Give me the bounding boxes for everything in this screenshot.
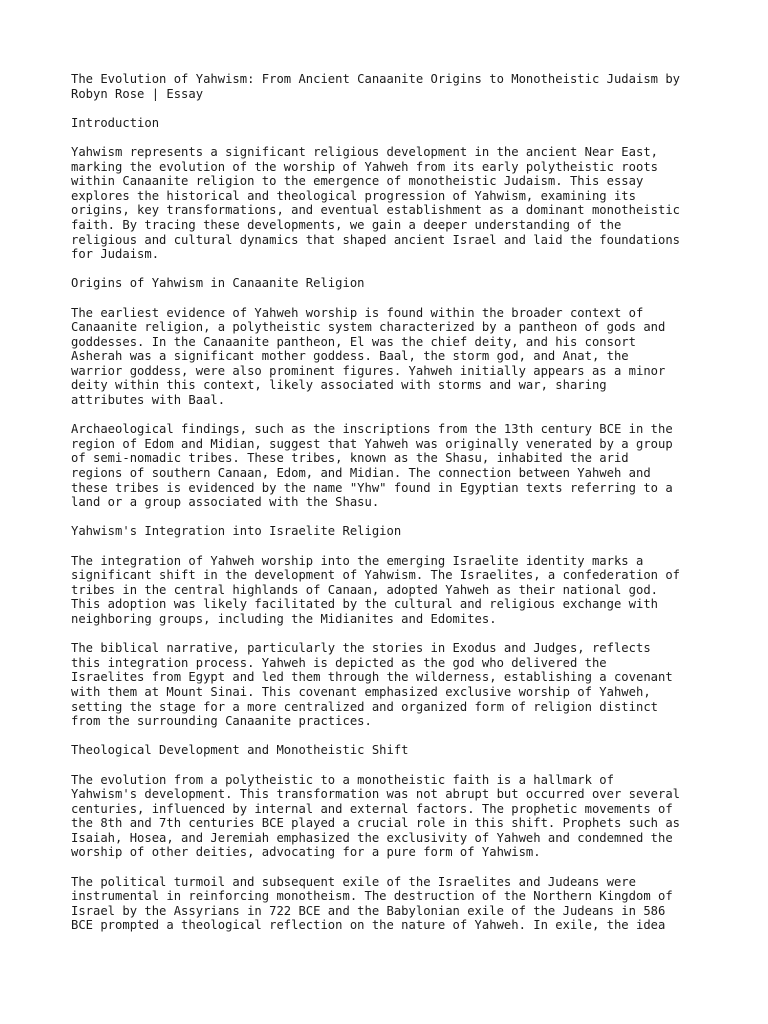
paragraph-line: Yahwism represents a significant religious development in the ancient Near East,: [71, 144, 658, 159]
title-line: Robyn Rose | Essay: [71, 86, 204, 101]
title-line: The Evolution of Yahwism: From Ancient Canaanite Origins to Monotheistic Judaism by: [71, 72, 681, 86]
paragraph-line: Archaeological findings, such as the inscriptions from the 13th century BCE in the: [71, 422, 673, 437]
paragraph-line: of semi-nomadic tribes. These tribes, known as the Shasu, inhabited the arid: [71, 451, 629, 466]
paragraph-line: the 8th and 7th centuries BCE played a crucial role in this shift. Prophets such as: [71, 816, 681, 831]
paragraph-line: worship of other deities, advocating for a pure form of Yahwism.: [71, 845, 541, 860]
paragraph-line: from the surrounding Canaanite practices.: [71, 714, 372, 729]
heading-line: Theological Development and Monotheistic Shift: [71, 743, 409, 758]
paragraph-line: Israel by the Assyrians in 722 BCE and the Babylonian exile of the Judeans in 586: [71, 903, 666, 918]
paragraph: [71, 306, 711, 408]
paragraph-line: these tribes is evidenced by the name "Yhw" found in Egyptian texts referring to a: [71, 480, 673, 495]
paragraph-line: The earliest evidence of Yahweh worship is found within the broader context of: [71, 305, 644, 320]
paragraph-line: with them at Mount Sinai. This covenant emphasized exclusive worship of Yahweh,: [71, 684, 651, 699]
paragraph: [71, 145, 711, 262]
paragraph-line: Canaanite religion, a polytheistic system characterized by a pantheon of gods and: [71, 320, 666, 335]
paragraph: [71, 773, 711, 861]
paragraph-line: goddesses. In the Canaanite pantheon, El was the chief deity, and his consort: [71, 334, 636, 349]
paragraph-line: neighboring groups, including the Midianites and Edomites.: [71, 611, 497, 626]
paragraph-line: this integration process. Yahweh is depicted as the god who delivered the: [71, 655, 607, 670]
paragraph-line: regions of southern Canaan, Edom, and Midian. The connection between Yahweh and: [71, 466, 651, 481]
paragraph-line: Asherah was a significant mother goddess. Baal, the storm god, and Anat, the: [71, 349, 629, 364]
section-heading: [71, 116, 711, 131]
paragraph-line: The biblical narrative, particularly the stories in Exodus and Judges, reflects: [71, 641, 651, 656]
document-page: [71, 72, 711, 948]
heading-line: Introduction: [71, 115, 160, 130]
paragraph-line: marking the evolution of the worship of Yahweh from its early polytheistic roots: [71, 159, 658, 174]
document-title: [71, 72, 711, 101]
paragraph-line: The political turmoil and subsequent exile of the Israelites and Judeans were: [71, 874, 636, 889]
section-heading: [71, 524, 711, 539]
heading-line: Origins of Yahwism in Canaanite Religion: [71, 276, 365, 291]
document-body: [71, 116, 711, 933]
paragraph-line: origins, key transformations, and eventual establishment as a dominant monotheistic: [71, 203, 681, 218]
paragraph-line: This adoption was likely facilitated by the cultural and religious exchange with: [71, 597, 658, 612]
paragraph-line: instrumental in reinforcing monotheism. The destruction of the Northern Kingdom of: [71, 889, 673, 904]
paragraph-line: The evolution from a polytheistic to a monotheistic faith is a hallmark of: [71, 772, 614, 787]
paragraph-line: region of Edom and Midian, suggest that Yahweh was originally venerated by a group: [71, 436, 673, 451]
paragraph: [71, 554, 711, 627]
paragraph-line: Yahwism's development. This transformation was not abrupt but occurred over several: [71, 787, 681, 802]
paragraph-line: significant shift in the development of Yahwism. The Israelites, a confederation of: [71, 568, 681, 583]
paragraph: [71, 641, 711, 729]
section-heading: [71, 276, 711, 291]
paragraph-line: warrior goddess, were also prominent figures. Yahweh initially appears as a minor: [71, 363, 666, 378]
paragraph-line: attributes with Baal.: [71, 393, 226, 408]
paragraph-line: land or a group associated with the Shasu.: [71, 495, 380, 510]
paragraph-line: Israelites from Egypt and led them through the wilderness, establishing a covenant: [71, 670, 673, 685]
paragraph-line: explores the historical and theological progression of Yahwism, examining its: [71, 188, 636, 203]
paragraph-line: Isaiah, Hosea, and Jeremiah emphasized the exclusivity of Yahweh and condemned the: [71, 830, 673, 845]
section-heading: [71, 743, 711, 758]
heading-line: Yahwism's Integration into Israelite Religion: [71, 524, 402, 539]
paragraph-line: for Judaism.: [71, 247, 160, 262]
paragraph: [71, 875, 711, 933]
paragraph-line: religious and cultural dynamics that shaped ancient Israel and laid the foundations: [71, 232, 681, 247]
paragraph-line: centuries, influenced by internal and external factors. The prophetic movements of: [71, 801, 673, 816]
paragraph-line: BCE prompted a theological reflection on the nature of Yahweh. In exile, the idea: [71, 918, 666, 933]
paragraph-line: deity within this context, likely associated with storms and war, sharing: [71, 378, 607, 393]
paragraph-line: tribes in the central highlands of Canaan, adopted Yahweh as their national god.: [71, 582, 658, 597]
paragraph-line: The integration of Yahweh worship into the emerging Israelite identity marks a: [71, 553, 644, 568]
paragraph: [71, 422, 711, 510]
paragraph-line: faith. By tracing these developments, we gain a deeper understanding of the: [71, 217, 622, 232]
paragraph-line: within Canaanite religion to the emergence of monotheistic Judaism. This essay: [71, 174, 644, 189]
paragraph-line: setting the stage for a more centralized and organized form of religion distinct: [71, 699, 658, 714]
